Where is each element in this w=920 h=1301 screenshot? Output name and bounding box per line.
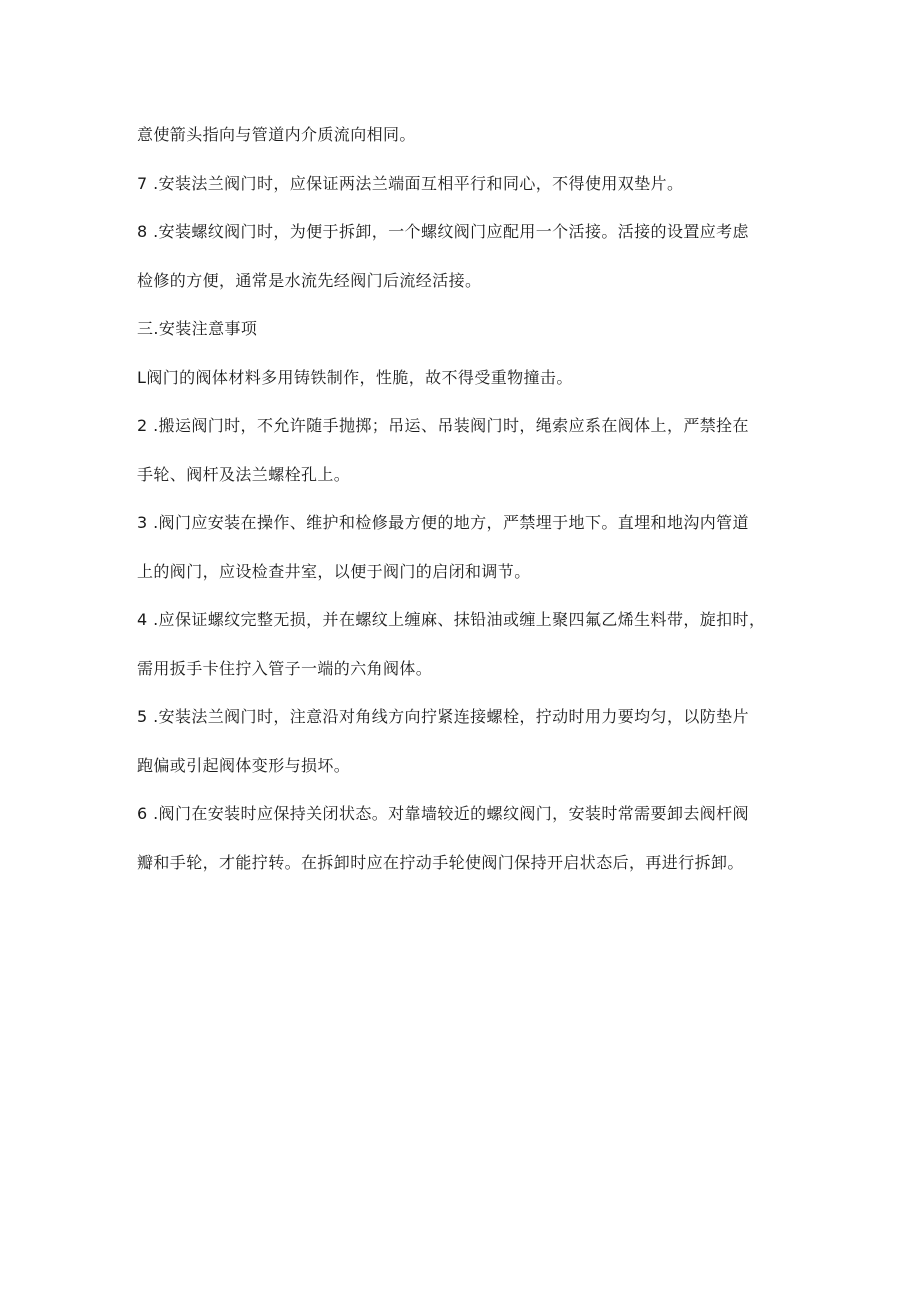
text-line: 6 .阀门在安装时应保持关闭状态。对靠墙较近的螺纹阀门，安装时常需要卸去阀杆阀 — [137, 804, 749, 823]
text-line: 8 .安装螺纹阀门时，为便于拆卸，一个螺纹阀门应配用一个活接。活接的设置应考虑 — [137, 222, 749, 241]
text-line: 2 .搬运阀门时，不允许随手抛掷；吊运、吊装阀门时，绳索应系在阀体上，严禁拴在 — [137, 416, 749, 435]
text-line: 跑偏或引起阀体变形与损坏。 — [137, 755, 351, 775]
text-line: 瓣和手轮，才能拧转。在拆卸时应在拧动手轮使阀门保持开启状态后，再进行拆卸。 — [137, 852, 744, 872]
text-line: 意使箭头指向与管道内介质流向相同。 — [137, 125, 416, 144]
text-line: L阀门的阀体材料多用铸铁制作，性脆，故不得受重物撞击。 — [137, 367, 573, 387]
text-line: 4 .应保证螺纹完整无损，并在螺纹上缠麻、抹铅油或缠上聚四氟乙烯生料带，旋扣时， — [137, 610, 766, 629]
text-line: 7 .安装法兰阀门时，应保证两法兰端面互相平行和同心，不得使用双垫片。 — [137, 173, 684, 193]
section-heading: 三.安装注意事项 — [137, 319, 258, 338]
text-line: 需用扳手卡住拧入管子一端的六角阀体。 — [137, 658, 433, 678]
text-line: 检修的方便，通常是水流先经阀门后流经活接。 — [137, 270, 482, 290]
text-line: 5 .安装法兰阀门时，注意沿对角线方向拧紧连接螺栓，拧动时用力要均匀，以防垫片 — [137, 707, 749, 726]
text-line: 3 .阀门应安装在操作、维护和检修最方便的地方，严禁埋于地下。直埋和地沟内管道 — [137, 513, 749, 532]
text-line: 上的阀门，应设检查井室，以便于阀门的启闭和调节。 — [137, 561, 531, 581]
document-body — [137, 120, 797, 896]
text-line: 手轮、阀杆及法兰螺栓孔上。 — [137, 464, 351, 484]
